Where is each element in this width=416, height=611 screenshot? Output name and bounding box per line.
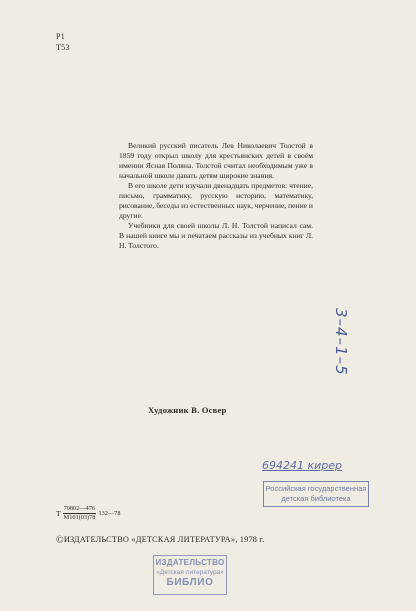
library-stamp-line: Российская государственная: [265, 484, 367, 493]
classification-code: [56, 31, 70, 53]
intro-paragraph: В его школе дети изучали двенадцать предметов: чтение, письмо, грамматику, русскую историю, математику, рисование, беседы из естественных наук, черчение, пение и другие.: [119, 181, 313, 221]
publisher-text: ИЗДАТЕЛЬСТВО «ДЕТСКАЯ ЛИТЕРАТУРА», 1978 г.: [63, 535, 265, 544]
publisher-line: [56, 534, 264, 545]
classification-line: Т53: [56, 43, 70, 52]
catalog-fraction: [63, 505, 97, 522]
library-stamp: [262, 459, 369, 507]
publisher-stamp-line: «Детская литература»: [156, 569, 224, 576]
handwritten-margin-note: 3–4–1–5: [332, 308, 350, 376]
intro-paragraph: Великий русский писатель Лев Николаевич Толстой в 1859 году открыл школу для крестьянских детей в своём имении Ясная Поляна. Толстой считал необходимым уже в начальной школе давать детям широкие знания.: [119, 141, 313, 181]
catalog-letter: Т: [56, 508, 61, 518]
catalog-denominator: М101(03)78: [63, 514, 96, 521]
inventory-handwritten-note: 694241 кирер: [262, 459, 343, 472]
introduction-text: [119, 141, 313, 252]
catalog-index: [56, 505, 120, 522]
classification-line: Р1: [56, 32, 66, 41]
publisher-stamp-line: ИЗДАТЕЛЬСТВО: [155, 558, 225, 567]
intro-paragraph: Учебники для своей школы Л. Н. Толстой написал сам. В нашей книге мы и печатаем рассказы из учебных книг Л. Н. Толстого.: [119, 221, 313, 251]
publisher-stamp-line: БИБЛИО: [166, 577, 214, 588]
illustrator-credit: Художник В. Освер: [148, 405, 227, 415]
publisher-stamp: [153, 555, 227, 595]
catalog-numerator: 70802—476: [63, 505, 96, 512]
copyright-icon: ©: [56, 535, 64, 546]
library-stamp-line: детская библиотека: [281, 494, 351, 503]
catalog-suffix: 132—78: [98, 509, 121, 517]
